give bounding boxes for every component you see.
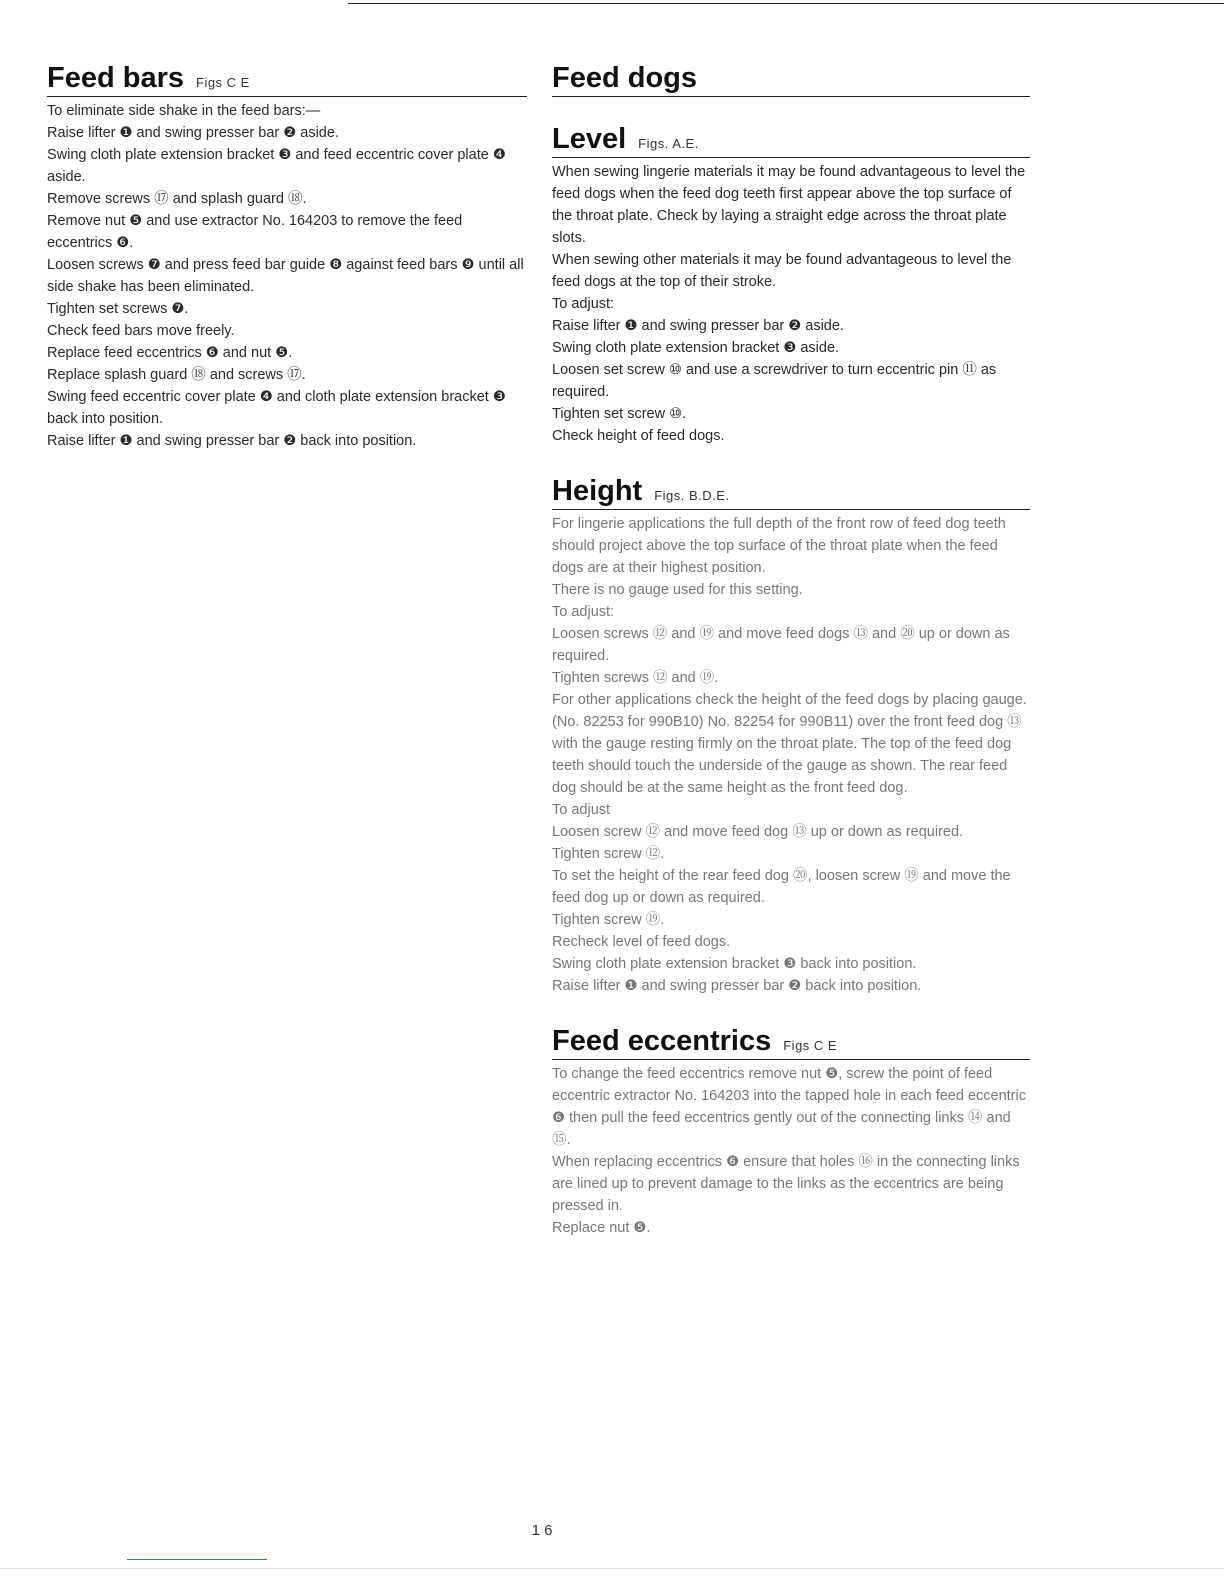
feed-dogs-heading — [552, 60, 1030, 97]
left-column — [47, 60, 527, 478]
level-line: When sewing lingerie materials it may be found advantageous to level the feed dogs when the feed dog teeth first appear above the top surface of the throat plate. Check by laying a straight edge across the throat plate slots. — [552, 164, 1026, 246]
feed-bars-line: Loosen screws ❼ and press feed bar guide ❽ against feed bars ❾ until all side shake has been eliminated. — [47, 257, 524, 295]
height-line: To adjust — [552, 802, 611, 818]
height-line: To adjust: — [552, 604, 615, 620]
eccentrics-text — [552, 1063, 1030, 1239]
height-line: Tighten screws ⑫ and ⑲. — [552, 670, 719, 686]
top-rule — [348, 3, 1224, 4]
bottom-link-rule — [127, 1559, 267, 1560]
feed-dogs-title: Feed dogs — [552, 62, 698, 94]
height-line: Tighten screw ⑫. — [552, 846, 665, 862]
height-line: Recheck level of feed dogs. — [552, 934, 731, 950]
height-heading — [552, 473, 1030, 510]
level-line: Loosen set screw ⑩ and use a screwdriver to turn eccentric pin ⑪ as required. — [552, 362, 997, 400]
feed-bars-line: Remove nut ❺ and use extractor No. 164203 to remove the feed eccentrics ❻. — [47, 213, 463, 251]
height-section — [552, 473, 1030, 997]
eccentrics-line: Replace nut ❺. — [552, 1220, 651, 1236]
feed-bars-line: Replace feed eccentrics ❻ and nut ❺. — [47, 345, 293, 361]
feed-bars-figs: Figs C E — [196, 75, 250, 90]
feed-bars-text — [47, 100, 527, 452]
level-heading — [552, 121, 1030, 158]
level-line: To adjust: — [552, 296, 615, 312]
feed-bars-line: Swing cloth plate extension bracket ❸ and feed eccentric cover plate ❹ aside. — [47, 147, 506, 185]
height-text — [552, 513, 1030, 997]
level-line: Check height of feed dogs. — [552, 428, 725, 444]
feed-bars-line: Remove screws ⑰ and splash guard ⑱. — [47, 191, 307, 207]
eccentrics-heading — [552, 1023, 1030, 1060]
feed-bars-heading — [47, 60, 527, 97]
feed-bars-line: To eliminate side shake in the feed bars:— — [47, 103, 321, 119]
level-title: Level — [552, 123, 627, 155]
eccentrics-figs: Figs C E — [783, 1038, 838, 1053]
eccentrics-title: Feed eccentrics — [552, 1025, 772, 1057]
level-text — [552, 161, 1030, 447]
height-title: Height — [552, 475, 643, 507]
level-line: Raise lifter ❶ and swing presser bar ❷ aside. — [552, 318, 844, 334]
feed-bars-line: Replace splash guard ⑱ and screws ⑰. — [47, 367, 306, 383]
page-number: 1 6 — [531, 1522, 553, 1539]
height-line: There is no gauge used for this setting. — [552, 582, 803, 598]
feed-bars-section — [47, 60, 527, 452]
feed-bars-line: Check feed bars move freely. — [47, 323, 235, 339]
height-line: For lingerie applications the full depth of the front row of feed dog teeth should project above the top surface of the throat plate when the feed dogs are at their highest position. — [552, 516, 1006, 576]
level-section — [552, 121, 1030, 447]
bottom-edge-rule — [0, 1568, 1224, 1569]
level-line: Tighten set screw ⑩. — [552, 406, 687, 422]
level-figs: Figs. A.E. — [638, 136, 699, 151]
level-line: When sewing other materials it may be found advantageous to level the feed dogs at the top of their stroke. — [552, 252, 1012, 290]
feed-bars-title: Feed bars — [47, 62, 184, 94]
feed-bars-line: Swing feed eccentric cover plate ❹ and cloth plate extension bracket ❸ back into position. — [47, 389, 506, 427]
feed-bars-line: Tighten set screws ❼. — [47, 301, 189, 317]
feed-bars-line: Raise lifter ❶ and swing presser bar ❷ back into position. — [47, 433, 417, 449]
height-line: Loosen screw ⑫ and move feed dog ⑬ up or down as required. — [552, 824, 964, 840]
height-line: Swing cloth plate extension bracket ❸ back into position. — [552, 956, 917, 972]
height-line: Tighten screw ⑲. — [552, 912, 665, 928]
feed-bars-line: Raise lifter ❶ and swing presser bar ❷ aside. — [47, 125, 339, 141]
eccentrics-line: When replacing eccentrics ❻ ensure that holes ⑯ in the connecting links are lined up to prevent damage to the links as the eccentrics are being pressed in. — [552, 1154, 1020, 1214]
height-line: For other applications check the height of the feed dogs by placing gauge. (No. 82253 for 990B10) No. 82254 for 990B11) over the front feed dog ⑬ with the gauge resting firmly on the throat plate. The top of the feed dog teeth should touch the underside of the gauge as shown. The rear feed dog should be at the same height as the front feed dog. — [552, 692, 1027, 796]
height-line: Raise lifter ❶ and swing presser bar ❷ back into position. — [552, 978, 922, 994]
height-figs: Figs. B.D.E. — [654, 488, 730, 503]
level-line: Swing cloth plate extension bracket ❸ aside. — [552, 340, 840, 356]
right-column — [552, 60, 1030, 1265]
height-line: To set the height of the rear feed dog ⑳, loosen screw ⑲ and move the feed dog up or down as required. — [552, 868, 1011, 906]
eccentrics-section — [552, 1023, 1030, 1239]
height-line: Loosen screws ⑫ and ⑲ and move feed dogs ⑬ and ⑳ up or down as required. — [552, 626, 1010, 664]
eccentrics-line: To change the feed eccentrics remove nut ❺, screw the point of feed eccentric extractor No. 164203 into the tapped hole in each feed eccentric ❻ then pull the feed eccentrics gently out of the connecting links ⑭ and ⑮. — [552, 1066, 1026, 1148]
